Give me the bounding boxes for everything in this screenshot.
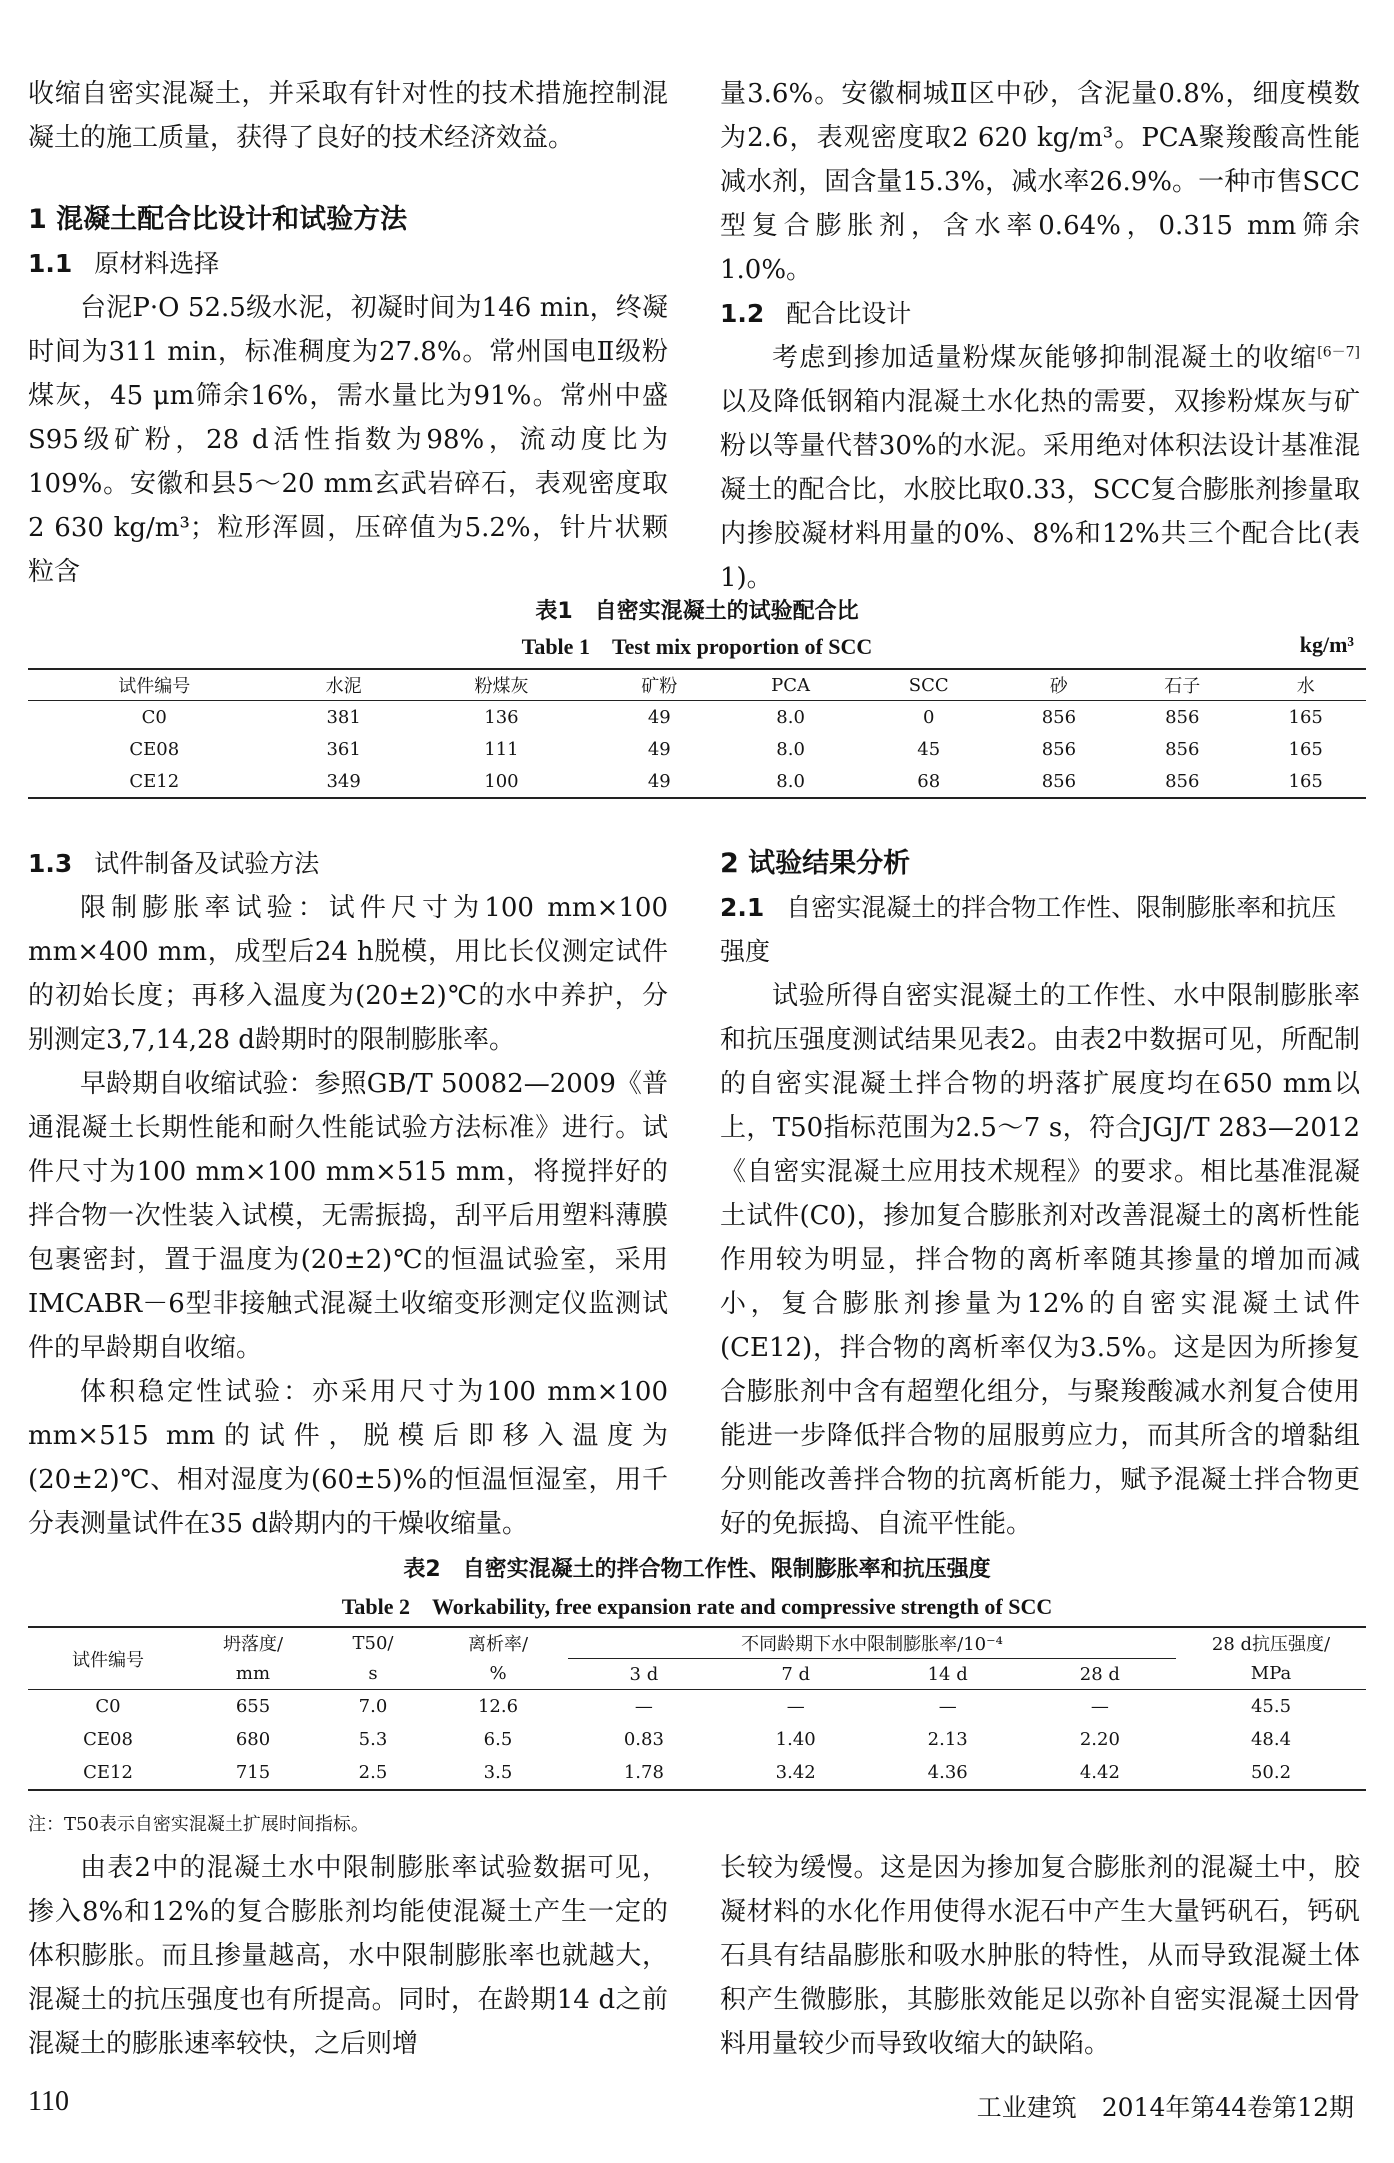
table-cell: 45.5 [1250,1696,1292,1717]
table-cell: 3.42 [775,1762,816,1783]
subsection-2-1-heading [720,886,1360,974]
paragraph: 台泥P·O 52.5级水泥，初凝时间为146 min，终凝时间为311 min，标准稠度为27.8%。常州国电Ⅱ级粉煤灰，45 μm筛余16%，需水量比为91%。常州中盛S95级矿粉，28 d活性指数为98%，流动度比为109%。安徽和县5～20 mm玄武岩碎石，表观密度取2 630 kg/m³；粒形浑圆，压碎值为5.2%，针片状颗粒含 [28,293,668,587]
subsection-number: 1.1 [28,249,73,278]
table-cell: — [1090,1696,1109,1717]
subsection-1-1-heading [28,242,668,286]
table-cell: 165 [1288,770,1323,792]
table-cell: 1.40 [775,1729,816,1750]
section-1-heading: 1 混凝土配合比设计和试验方法 [28,204,408,235]
table-cell: — [938,1696,957,1717]
table-cell: 361 [326,738,361,760]
header-cell: 试件编号 [28,669,281,701]
table-cell: — [634,1696,653,1717]
table-row [28,1690,1366,1724]
table-header-row [28,1627,1366,1659]
subsection-title: 自密实混凝土的拌合物工作性、限制膨胀率和抗压强度 [720,893,1337,966]
table-2-caption-en: Table 2 Workability, free expansion rate and compressive strength of SCC [341,1594,1053,1619]
header-cell: 28 d抗压强度/ [1211,1634,1331,1656]
table-cell: 50.2 [1250,1762,1292,1783]
text-run: 考虑到掺加适量粉煤灰能够抑制混凝土的收缩 [772,343,1318,373]
header-cell: 不同龄期下水中限制膨胀率/10⁻⁴ [568,1627,1176,1659]
table-cell: 8.0 [776,770,805,792]
header-cell: 水 [1245,669,1366,701]
header-cell: PCA [722,669,858,701]
table-row [28,1723,1366,1756]
top-left-column [28,72,668,594]
top-right-column [720,72,1360,600]
paragraph [720,336,1360,600]
paragraph: 量3.6%。安徽桐城Ⅱ区中砂，含泥量0.8%，细度模数为2.6，表观密度取2 620 kg/m³。PCA聚羧酸高性能减水剂，固含量15.3%，减水率26.9%。一种市售SCC型复合膨胀剂，含水率0.64%，0.315 mm筛余1.0%。 [720,79,1360,285]
page-number: 110 [28,2086,69,2117]
table-cell: 856 [1041,706,1077,728]
table-cell: 2.13 [927,1729,968,1750]
table-cell: 856 [1041,770,1077,792]
table-cell: 4.36 [927,1762,968,1783]
table-cell: 49 [647,738,671,760]
table-cell: 111 [484,738,519,760]
table-cell: 2.5 [358,1762,388,1783]
header-cell: 3 d [568,1659,720,1690]
table-cell: 1.78 [623,1762,664,1783]
journal-info: 工业建筑 2014年第44卷第12期 [976,2093,1354,2122]
table-cell: 8.0 [776,738,805,760]
paragraph: 长较为缓慢。这是因为掺加复合膨胀剂的混凝土中，胶凝材料的水化作用使得水泥石中产生大量钙矾石，钙矾石具有结晶膨胀和吸水肿胀的特性，从而导致混凝土体积产生微膨胀，其膨胀效能足以弥补自密实混凝土因骨料用量较少而导致收缩大的缺陷。 [720,1853,1360,2059]
bottom-left-column [28,1846,668,2066]
table-cell: CE12 [83,1762,133,1783]
paragraph: 体积稳定性试验：亦采用尺寸为100 mm×100 mm×515 mm的试件，脱模后即移入温度为(20±2)℃、相对湿度为(60±5)%的恒温恒湿室，用千分表测量试件在35 d龄期内的干燥收缩量。 [28,1377,668,1539]
table-cell: 381 [326,706,361,728]
table-cell: 4.42 [1079,1762,1120,1783]
header-cell: 石子 [1119,669,1245,701]
header-cell: 试件编号 [28,1627,188,1690]
table-cell: 0 [923,706,935,728]
paragraph: 由表2中的混凝土水中限制膨胀率试验数据可见，掺入8%和12%的复合膨胀剂均能使混凝土产生一定的体积膨胀。而且掺量越高，水中限制膨胀率也就越大，混凝土的抗压强度也有所提高。同时，在龄期14 d之前混凝土的膨胀速率较快，之后则增 [28,1853,668,2059]
table-cell: 68 [917,770,941,792]
table-cell: 49 [647,770,671,792]
table-cell: 856 [1165,706,1200,728]
paragraph: 试验所得自密实混凝土的工作性、水中限制膨胀率和抗压强度测试结果见表2。由表2中数据可见，所配制的自密实混凝土拌合物的坍落扩展度均在650 mm以上，T50指标范围为2.5～7 s，符合JGJ/T 283—2012《自密实混凝土应用技术规程》的要求。相比基准混凝土试件(C0)，掺加复合膨胀剂对改善混凝土的离析性能作用较为明显，拌合物的离析率随其掺量的增加而减小，复合膨胀剂掺量为12%的自密实混凝土试件(CE12)，拌合物的离析率仅为3.5%。这是因为所掺复合膨胀剂中含有超塑化组分，与聚羧酸减水剂复合使用能进一步降低拌合物的屈服剪应力，而其所含的增黏组分则能改善拌合物的抗离析能力，赋予混凝土拌合物更好的免振捣、自流平性能。 [720,981,1360,1539]
header-cell: 砂 [999,669,1120,701]
subsection-title: 试件制备及试验方法 [94,849,320,878]
table-cell: 655 [235,1696,271,1717]
header-cell: 28 d [1024,1659,1176,1690]
table-1-unit: kg/m³ [1299,632,1354,657]
paragraph: 早龄期自收缩试验：参照GB/T 50082—2009《普通混凝土长期性能和耐久性能试验方法标准》进行。试件尺寸为100 mm×100 mm×515 mm，将搅拌好的拌合物一次性装入试模，无需振捣，刮平后用塑料薄膜包裹密封，置于温度为(20±2)℃的恒温试验室，采用IMCABR－6型非接触式混凝土收缩变形测定仪监测试件的早龄期自收缩。 [28,1069,668,1363]
table-cell: C0 [141,706,167,728]
table-cell: 856 [1165,770,1200,792]
table-2 [28,1626,1366,1791]
table-cell: 7.0 [358,1696,388,1717]
section-2-heading: 2 试验结果分析 [720,848,911,879]
header-cell: MPa [1176,1659,1366,1690]
table-cell: CE12 [129,770,180,792]
subsection-number: 1.3 [28,849,73,878]
text-run: 以及降低钢箱内混凝土水化热的需要，双掺粉煤灰与矿粉以等量代替30%的水泥。采用绝对体积法设计基准混凝土的配合比，水胶比取0.33，SCC复合膨胀剂掺量取内掺胶凝材料用量的0%、8%和12%共三个配合比(表1)。 [720,387,1360,593]
table-row [28,701,1366,734]
header-cell: 14 d [872,1659,1024,1690]
header-cell: 粉煤灰 [407,669,596,701]
table-header-row [28,669,1366,701]
table-row [28,733,1366,765]
table-cell: 856 [1165,738,1200,760]
table-cell: 12.6 [477,1696,519,1717]
table-1 [28,668,1366,799]
table-cell: 8.0 [776,706,805,728]
table-cell: 165 [1288,706,1323,728]
table-cell: 680 [235,1729,271,1750]
middle-left-column [28,842,668,1546]
table-cell: 349 [326,770,361,792]
table-cell: — [786,1696,805,1717]
table-cell: 48.4 [1250,1729,1292,1750]
paragraph: 收缩自密实混凝土，并采取有针对性的技术措施控制混凝土的施工质量，获得了良好的技术经济效益。 [28,79,668,153]
subsection-1-2-heading [720,292,1360,336]
header-cell: T50/ [352,1632,394,1654]
header-cell: 离析率/ [467,1634,529,1656]
table-row [28,1756,1366,1790]
header-cell: 矿粉 [596,669,722,701]
table-1-caption-en: Table 1 Test mix proportion of SCC [521,634,873,659]
table-2-note: 注：T50表示自密实混凝土扩展时间指标。 [28,1814,369,1835]
paragraph: 限制膨胀率试验：试件尺寸为100 mm×100 mm×400 mm，成型后24 h脱模，用比长仪测定试件的初始长度；再移入温度为(20±2)℃的水中养护，分别测定3,7,14,28 d龄期时的限制膨胀率。 [28,893,668,1055]
middle-right-column [720,842,1360,1546]
subsection-1-3-heading [28,842,668,886]
header-cell: % [428,1659,568,1690]
table-cell: 715 [235,1762,271,1783]
table-cell: 2.20 [1079,1729,1120,1750]
header-cell: mm [188,1659,318,1690]
header-cell: SCC [859,669,999,701]
table-cell: CE08 [129,738,180,760]
table-cell: 49 [647,706,671,728]
subsection-number: 2.1 [720,893,765,922]
table-cell: 856 [1041,738,1077,760]
bottom-right-column [720,1846,1360,2066]
table-cell: CE08 [83,1729,133,1750]
table-cell: 6.5 [483,1729,513,1750]
table-cell: 165 [1288,738,1323,760]
table-1-caption-cn: 表1 自密实混凝土的试验配合比 [535,599,859,624]
table-cell: 45 [917,738,941,760]
header-cell: 坍落度/ [222,1634,284,1656]
table-cell: 0.83 [623,1729,664,1750]
subsection-number: 1.2 [720,299,765,328]
citation: [6－7] [1317,344,1360,361]
table-cell: 136 [484,706,519,728]
header-cell: s [318,1659,428,1690]
table-2-caption-cn: 表2 自密实混凝土的拌合物工作性、限制膨胀率和抗压强度 [403,1557,991,1582]
table-row [28,765,1366,798]
subsection-title: 配合比设计 [786,299,912,328]
header-cell: 水泥 [281,669,407,701]
header-cell: 7 d [720,1659,872,1690]
table-cell: C0 [95,1696,121,1717]
table-cell: 100 [484,770,519,792]
table-cell: 5.3 [358,1729,388,1750]
table-header-row [28,1659,1366,1690]
subsection-title: 原材料选择 [94,249,220,278]
table-cell: 3.5 [483,1762,513,1783]
